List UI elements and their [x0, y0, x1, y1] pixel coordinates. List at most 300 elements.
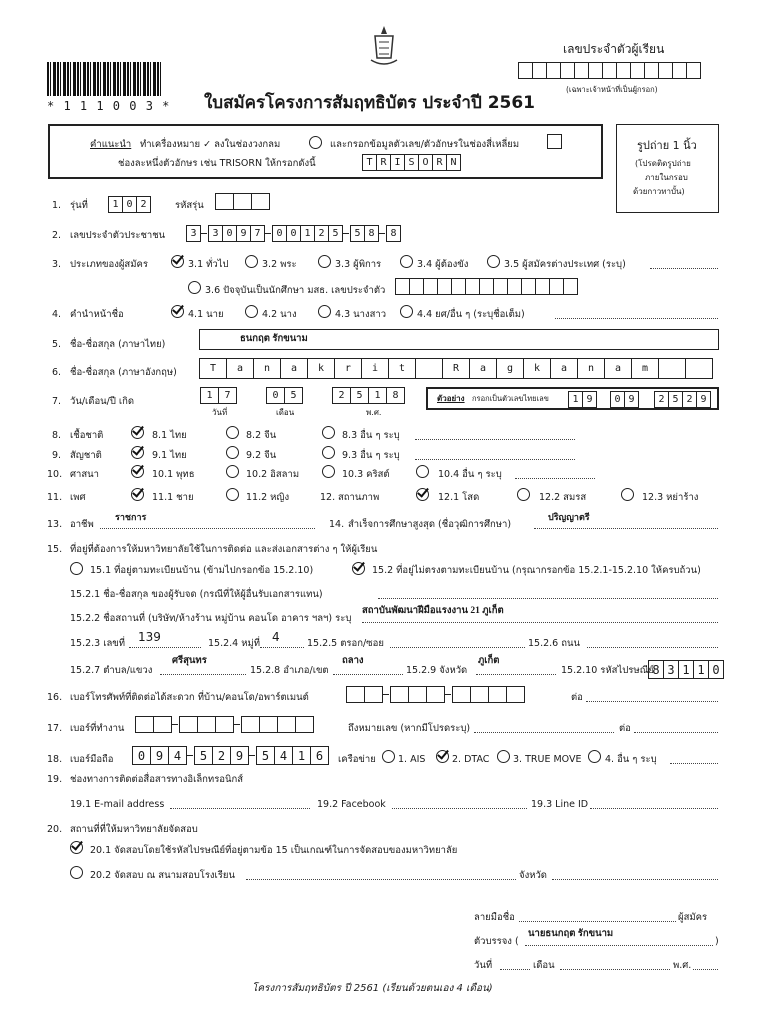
input-cell[interactable]	[479, 278, 494, 295]
q10-label: ศาสนา	[70, 469, 99, 480]
q7-day-label: วันที่	[212, 408, 228, 417]
input-cell[interactable]	[251, 193, 270, 210]
q6-number: 6.	[52, 367, 62, 378]
input-cell[interactable]: i	[361, 358, 389, 379]
input-cell[interactable]	[364, 686, 383, 703]
input-cell[interactable]: 0	[132, 746, 151, 765]
example-radio	[309, 136, 322, 149]
q11-opt1-radio[interactable]	[131, 488, 144, 501]
q9-opt3-line[interactable]	[415, 450, 575, 460]
q19-line-label: 19.3 Line ID	[531, 799, 589, 810]
q9-opt3-label: 9.3 อื่น ๆ ระบุ	[342, 450, 400, 461]
q18-opt2-label: 2. DTAC	[452, 754, 490, 765]
instructions-line2: ช่องละหนึ่งตัวอักษร เช่น TRISORN ให้กรอกดังนี้	[118, 158, 316, 169]
input-cell[interactable]	[658, 358, 686, 379]
q15-opt2-label: 15.2 ที่อยู่ไม่ตรงตามทะเบียนบ้าน (กรุณากรอกข้อ 15.2.1-15.2.10 ให้ครบถ้วน)	[372, 565, 701, 576]
q10-opt4-radio[interactable]	[416, 465, 429, 478]
cell-separator	[265, 233, 271, 234]
barcode	[47, 62, 163, 96]
input-cell[interactable]	[518, 62, 533, 79]
input-cell[interactable]: 8	[386, 225, 401, 242]
q3-opt4-label: 3.4 ผู้ต้องขัง	[417, 259, 469, 270]
input-cell[interactable]	[602, 62, 617, 79]
q15-opt2-radio[interactable]	[352, 562, 365, 575]
input-cell[interactable]	[546, 62, 561, 79]
input-cell: N	[446, 154, 461, 171]
input-cell[interactable]	[488, 686, 507, 703]
print-name-label: ตัวบรรจง (	[474, 936, 519, 947]
input-cell[interactable]: 0	[286, 225, 301, 242]
q20-province-label: จังหวัด	[519, 870, 547, 881]
q4-opt3-label: 4.3 นางสาว	[335, 309, 387, 320]
input-cell[interactable]	[616, 62, 631, 79]
q8-opt3-line[interactable]	[415, 430, 575, 440]
input-cell[interactable]: n	[577, 358, 605, 379]
q15-l2-value: สถาบันพัฒนาฝีมือแรงงาน 21 ภูเก็ต	[362, 606, 504, 616]
input-cell[interactable]: 1	[678, 660, 694, 679]
input-cell[interactable]: 1	[368, 387, 387, 404]
input-cell[interactable]: 9	[236, 225, 251, 242]
input-cell: S	[404, 154, 419, 171]
input-cell[interactable]: 1	[292, 746, 311, 765]
q17-cells[interactable]	[135, 716, 313, 733]
input-cell[interactable]: 5	[328, 225, 343, 242]
input-cell[interactable]: 8	[648, 660, 664, 679]
input-cell[interactable]: 0	[266, 387, 285, 404]
input-cell[interactable]: k	[307, 358, 335, 379]
cell-separator	[187, 755, 193, 756]
q18-opt2-radio[interactable]	[436, 750, 449, 763]
input-cell[interactable]: 5	[194, 746, 213, 765]
q8-opt3-radio[interactable]	[322, 426, 335, 439]
photo-note-3: ด้วยกาวทาบั้น)	[633, 187, 685, 196]
input-cell[interactable]: n	[253, 358, 281, 379]
q15-l3b-value: 4	[272, 630, 280, 644]
input-cell[interactable]	[452, 686, 471, 703]
q3-opt5-label: 3.5 ผู้สมัครต่างประเทศ (ระบุ)	[504, 259, 626, 270]
input-cell[interactable]: 8	[386, 387, 405, 404]
input-cell[interactable]	[197, 716, 216, 733]
instructions-box	[48, 124, 603, 179]
input-cell[interactable]	[535, 278, 550, 295]
q4-opt3-radio[interactable]	[318, 305, 331, 318]
input-cell[interactable]	[493, 278, 508, 295]
q18-opt3-radio[interactable]	[497, 750, 510, 763]
input-cell: 9	[624, 391, 639, 408]
input-cell[interactable]	[672, 62, 687, 79]
q3-opt2-radio[interactable]	[245, 255, 258, 268]
q15-opt1-radio[interactable]	[70, 562, 83, 575]
q9-opt2-radio[interactable]	[226, 446, 239, 459]
q9-opt1-radio[interactable]	[131, 446, 144, 459]
q18-network-label: เครือข่าย	[338, 754, 376, 765]
q15-number: 15.	[47, 544, 63, 555]
input-cell[interactable]: 3	[186, 225, 201, 242]
input-cell[interactable]	[408, 686, 427, 703]
q8-opt1-radio[interactable]	[131, 426, 144, 439]
input-cell[interactable]: k	[523, 358, 551, 379]
q4-opt4-line[interactable]	[555, 309, 718, 319]
input-cell[interactable]: 5	[350, 387, 369, 404]
q18-opt1-radio[interactable]	[382, 750, 395, 763]
input-cell[interactable]	[277, 716, 296, 733]
input-cell[interactable]: r	[334, 358, 362, 379]
q17-fax-label: ถึงหมายเลข (หากมีโปรดระบุ)	[348, 723, 471, 734]
input-cell: T	[362, 154, 377, 171]
q4-opt2-label: 4.2 นาง	[262, 309, 297, 320]
input-cell[interactable]: 4	[168, 746, 187, 765]
q7-example-year	[654, 391, 710, 408]
q5-number: 5.	[52, 339, 62, 350]
cell-separator	[445, 694, 451, 695]
q19-label: ช่องทางการติดต่อสื่อสารทางอิเล็กทรอนิกส์	[70, 774, 244, 785]
q3-number: 3.	[52, 259, 62, 270]
input-cell[interactable]: t	[388, 358, 416, 379]
input-cell[interactable]: 7	[218, 387, 237, 404]
input-cell[interactable]	[507, 278, 522, 295]
q20-opt1-label: 20.1 จัดสอบโดยใช้รหัสไปรษณีย์ที่อยู่ตามข้อ 15 เป็นเกณฑ์ในการจัดสอบของมหาวิทยาลัย	[90, 845, 458, 856]
q4-label: คำนำหน้าชื่อ	[70, 309, 124, 320]
input-cell[interactable]: T	[199, 358, 227, 379]
q13-label: อาชีพ	[70, 519, 94, 530]
student-id-note: (เฉพาะเจ้าหน้าที่เป็นผู้กรอก)	[566, 85, 658, 94]
input-cell[interactable]	[179, 716, 198, 733]
q9-opt3-radio[interactable]	[322, 446, 335, 459]
q12-opt1-radio[interactable]	[416, 488, 429, 501]
q2-number: 2.	[52, 230, 62, 241]
input-cell[interactable]	[532, 62, 547, 79]
input-cell[interactable]: 3	[663, 660, 679, 679]
q15-l3c-line[interactable]	[390, 638, 525, 648]
q1-code-cells[interactable]	[215, 193, 269, 210]
input-cell[interactable]	[588, 62, 603, 79]
q17-ext-line[interactable]	[634, 723, 718, 733]
q1-number: 1.	[52, 200, 62, 211]
q8-number: 8.	[52, 430, 62, 441]
q15-l3a-value: 139	[138, 630, 161, 644]
q15-l4c-line[interactable]	[476, 665, 556, 675]
input-cell[interactable]	[390, 686, 409, 703]
student-id-label: เลขประจำตัวผู้เรียน	[563, 42, 665, 56]
input-cell[interactable]	[415, 358, 443, 379]
q15-l4b-value: ถลาง	[342, 656, 364, 666]
input-cell[interactable]	[295, 716, 314, 733]
month-line[interactable]	[560, 960, 670, 970]
input-cell[interactable]: 1	[108, 196, 123, 213]
input-cell[interactable]	[685, 358, 713, 379]
q7-day-cells[interactable]	[200, 387, 236, 404]
input-cell[interactable]: 0	[222, 225, 237, 242]
q18-opt4-radio[interactable]	[588, 750, 601, 763]
q3-opt6-cells[interactable]	[395, 278, 577, 295]
cell-separator	[201, 233, 207, 234]
input-cell: 1	[568, 391, 583, 408]
q19-facebook-line[interactable]	[392, 799, 527, 809]
date-label: วันที่	[474, 960, 493, 971]
q20-number: 20.	[47, 824, 63, 835]
q10-opt4-line[interactable]	[515, 469, 595, 479]
q18-opt1-label: 1. AIS	[398, 754, 426, 765]
input-cell[interactable]	[346, 686, 365, 703]
input-cell[interactable]: a	[280, 358, 308, 379]
q4-opt1-label: 4.1 นาย	[188, 309, 224, 320]
input-cell[interactable]	[521, 278, 536, 295]
q19-number: 19.	[47, 774, 63, 785]
q8-opt2-radio[interactable]	[226, 426, 239, 439]
q14-number: 14.	[329, 519, 345, 530]
q15-l1-line[interactable]	[378, 589, 718, 599]
input-cell: R	[432, 154, 447, 171]
signature-label: ลายมือชื่อ	[474, 912, 515, 923]
q20-opt1-radio[interactable]	[70, 841, 83, 854]
q11-opt2-radio[interactable]	[226, 488, 239, 501]
q19-email-line[interactable]	[170, 799, 310, 809]
instructions-line1b: และกรอกข้อมูลตัวเลข/ตัวอักษรในช่องสี่เหลี่ยม	[330, 139, 520, 150]
q12-opt3-radio[interactable]	[621, 488, 634, 501]
q18-cells[interactable]	[132, 746, 328, 765]
input-cell[interactable]: 1	[300, 225, 315, 242]
q15-zip-cells[interactable]	[648, 660, 723, 679]
input-cell[interactable]: a	[550, 358, 578, 379]
q8-opt2-label: 8.2 จีน	[246, 430, 277, 441]
input-cell[interactable]: 1	[200, 387, 219, 404]
q15-label: ที่อยู่ที่ต้องการให้มหาวิทยาลัยใช้ในการติดต่อ และส่งเอกสารต่าง ๆ ให้ผู้เรียน	[70, 544, 378, 555]
q3-opt6-label: 3.6 ปัจจุบันเป็นนักศึกษา มสธ. เลขประจำตัว	[205, 285, 386, 296]
signature-line[interactable]	[519, 912, 676, 922]
q9-number: 9.	[52, 450, 62, 461]
q18-opt3-label: 3. TRUE MOVE	[513, 754, 582, 765]
q3-label: ประเภทของผู้สมัคร	[70, 259, 148, 270]
q10-opt1-radio[interactable]	[131, 465, 144, 478]
input-cell[interactable]	[437, 278, 452, 295]
input-cell[interactable]	[506, 686, 525, 703]
q7-month-cells[interactable]	[266, 387, 302, 404]
q14-label: สำเร็จการศึกษาสูงสุด (ชื่อวุฒิการศึกษา)	[348, 519, 512, 530]
q6-label: ชื่อ-ชื่อสกุล (ภาษาอังกฤษ)	[70, 367, 177, 378]
input-cell[interactable]: 2	[136, 196, 151, 213]
input-cell[interactable]	[423, 278, 438, 295]
q20-opt2-radio[interactable]	[70, 866, 83, 879]
q18-number: 18.	[47, 754, 63, 765]
input-cell[interactable]: 5	[256, 746, 275, 765]
input-cell[interactable]: 9	[230, 746, 249, 765]
q18-label: เบอร์มือถือ	[70, 754, 114, 765]
q7-month-label: เดือน	[276, 408, 295, 417]
q1-label: รุ่นที่	[70, 200, 88, 211]
q9-label: สัญชาติ	[70, 450, 102, 461]
q3-opt1-label: 3.1 ทั่วไป	[188, 259, 229, 270]
q10-number: 10.	[47, 469, 63, 480]
date-line[interactable]	[500, 960, 530, 970]
cell-separator	[343, 233, 349, 234]
input-cell[interactable]: 0	[272, 225, 287, 242]
q7-year-cells[interactable]	[332, 387, 404, 404]
input-cell[interactable]: a	[604, 358, 632, 379]
input-cell[interactable]: a	[469, 358, 497, 379]
q20-province-line[interactable]	[552, 870, 718, 880]
input-cell: 5	[668, 391, 683, 408]
q13-value: ราชการ	[115, 512, 147, 522]
input-cell: 2	[682, 391, 697, 408]
q15-l4d-label: 15.2.10 รหัสไปรษณีย์	[561, 665, 654, 676]
q12-opt2-radio[interactable]	[517, 488, 530, 501]
input-cell[interactable]	[658, 62, 673, 79]
q3-opt5-line[interactable]	[650, 259, 718, 269]
q2-cells[interactable]	[186, 225, 400, 242]
input-cell[interactable]: 4	[274, 746, 293, 765]
input-cell: 0	[610, 391, 625, 408]
q10-opt3-radio[interactable]	[322, 465, 335, 478]
input-cell[interactable]: 8	[364, 225, 379, 242]
q7-label: วัน/เดือน/ปี เกิด	[70, 396, 135, 407]
input-cell[interactable]: 2	[314, 225, 329, 242]
q12-number: 12.	[320, 492, 336, 503]
q18-opt4-line[interactable]	[670, 754, 718, 764]
input-cell[interactable]: 3	[208, 225, 223, 242]
q19-email-label: 19.1 E-mail address	[70, 799, 165, 810]
input-cell[interactable]: 5	[350, 225, 365, 242]
year-line[interactable]	[693, 960, 718, 970]
input-cell[interactable]	[395, 278, 410, 295]
input-cell[interactable]: m	[631, 358, 659, 379]
q11-opt1-label: 11.1 ชาย	[152, 492, 194, 503]
input-cell[interactable]: 5	[284, 387, 303, 404]
q15-l4a-line[interactable]	[160, 665, 246, 675]
q3-opt1-radio[interactable]	[171, 255, 184, 268]
input-cell[interactable]	[563, 278, 578, 295]
input-cell: I	[390, 154, 405, 171]
photo-box	[616, 124, 719, 213]
q2-label: เลขประจำตัวประชาชน	[70, 230, 166, 241]
input-cell[interactable]: 0	[122, 196, 137, 213]
q8-opt3-label: 8.3 อื่น ๆ ระบุ	[342, 430, 400, 441]
input-cell[interactable]	[451, 278, 466, 295]
input-cell[interactable]: a	[226, 358, 254, 379]
q16-cells[interactable]	[346, 686, 524, 703]
input-cell[interactable]: 1	[693, 660, 709, 679]
input-cell[interactable]: 7	[250, 225, 265, 242]
input-cell: 9	[582, 391, 597, 408]
input-cell: 2	[654, 391, 669, 408]
input-cell[interactable]: 9	[150, 746, 169, 765]
q15-l3a-label: 15.2.3 เลขที่	[70, 638, 126, 649]
student-id-cells[interactable]	[518, 62, 700, 79]
input-cell[interactable]: 2	[212, 746, 231, 765]
input-cell[interactable]	[215, 716, 234, 733]
q7-number: 7.	[52, 396, 62, 407]
input-cell[interactable]	[549, 278, 564, 295]
q20-label: สถานที่ที่ให้มหาวิทยาลัยจัดสอบ	[70, 824, 198, 835]
q17-fax-line[interactable]	[474, 723, 614, 733]
input-cell[interactable]	[259, 716, 278, 733]
input-cell[interactable]	[686, 62, 701, 79]
input-cell[interactable]	[409, 278, 424, 295]
q10-opt2-label: 10.2 อิสลาม	[246, 469, 300, 480]
input-cell[interactable]	[241, 716, 260, 733]
cell-separator	[172, 724, 178, 725]
input-cell[interactable]	[153, 716, 172, 733]
q16-number: 16.	[47, 692, 63, 703]
q15-l1-label: 15.2.1 ชื่อ-ชื่อสกุล ของผู้รับจด (กรณีที่ให้ผู้อื่นรับเอกสารแทน)	[70, 589, 323, 600]
signature-applicant-label: ผู้สมัคร	[678, 912, 708, 923]
q20-opt2-label: 20.2 จัดสอบ ณ สนามสอบโรงเรียน	[90, 870, 235, 881]
q4-opt4-radio[interactable]	[400, 305, 413, 318]
q12-opt3-label: 12.3 หย่าร้าง	[642, 492, 699, 503]
q1-code-label: รหัสรุ่น	[175, 200, 204, 211]
q15-l3c-label: 15.2.5 ตรอก/ซอย	[307, 638, 384, 649]
input-cell[interactable]: 6	[310, 746, 329, 765]
input-cell[interactable]: 2	[332, 387, 351, 404]
q9-opt1-label: 9.1 ไทย	[152, 450, 187, 461]
q10-opt2-radio[interactable]	[226, 465, 239, 478]
example-square	[547, 134, 562, 149]
q15-l2-label: 15.2.2 ชื่อสถานที่ (บริษัท/ห้างร้าน หมู่บ้าน คอนโด อาคาร ฯลฯ) ระบุ	[70, 613, 352, 624]
input-cell[interactable]	[574, 62, 589, 79]
q15-l4b-line[interactable]	[333, 665, 403, 675]
photo-title: รูปถ่าย 1 นิ้ว	[637, 139, 697, 152]
q4-opt2-radio[interactable]	[245, 305, 258, 318]
q7-example-text: กรอกเป็นตัวเลขไทยเลข	[472, 394, 549, 403]
q1-cells[interactable]	[108, 196, 150, 213]
q16-ext-line[interactable]	[586, 692, 718, 702]
month-label: เดือน	[533, 960, 555, 971]
instructions-line1: ทำเครื่องหมาย ✓ ลงในช่องวงกลม	[140, 139, 281, 150]
q15-l4a-label: 15.2.7 ตำบล/แขวง	[70, 665, 153, 676]
q3-opt5-radio[interactable]	[487, 255, 500, 268]
q19-line-line[interactable]	[590, 799, 718, 809]
q17-ext-label: ต่อ	[619, 723, 631, 734]
q15-l4b-label: 15.2.8 อำเภอ/เขต	[250, 665, 329, 676]
q3-opt6-radio[interactable]	[188, 281, 201, 294]
q6-cells[interactable]	[199, 358, 712, 379]
q15-l3d-line[interactable]	[587, 638, 718, 648]
q15-l3b-line[interactable]	[260, 638, 304, 648]
input-cell[interactable]	[233, 193, 252, 210]
input-cell[interactable]: R	[442, 358, 470, 379]
cell-separator	[234, 724, 240, 725]
barcode-text: * 1 1 1 0 0 3 *	[47, 99, 171, 113]
q18-opt4-label: 4. อื่น ๆ ระบุ	[605, 754, 657, 765]
q11-label: เพศ	[70, 492, 86, 503]
q7-year-label: พ.ศ.	[366, 408, 382, 417]
input-cell[interactable]	[630, 62, 645, 79]
input-cell[interactable]	[135, 716, 154, 733]
q10-opt3-label: 10.3 คริสต์	[342, 469, 390, 480]
input-cell[interactable]	[215, 193, 234, 210]
q8-opt1-label: 8.1 ไทย	[152, 430, 187, 441]
q10-opt4-label: 10.4 อื่น ๆ ระบุ	[438, 469, 502, 480]
q4-number: 4.	[52, 309, 62, 320]
input-cell[interactable]	[426, 686, 445, 703]
input-cell[interactable]	[470, 686, 489, 703]
input-cell[interactable]: g	[496, 358, 524, 379]
q3-opt3-radio[interactable]	[318, 255, 331, 268]
input-cell[interactable]	[644, 62, 659, 79]
q8-label: เชื้อชาติ	[70, 430, 104, 441]
q15-opt1-label: 15.1 ที่อยู่ตามทะเบียนบ้าน (ข้ามไปกรอกข้อ 15.2.10)	[90, 565, 314, 576]
photo-note-1: (โปรดติดรูปถ่าย	[635, 159, 691, 168]
q3-opt4-radio[interactable]	[400, 255, 413, 268]
q4-opt1-radio[interactable]	[171, 305, 184, 318]
q4-opt4-label: 4.4 ยศ/อื่น ๆ (ระบุชื่อเต็ม)	[417, 309, 525, 320]
input-cell[interactable]	[560, 62, 575, 79]
input-cell: O	[418, 154, 433, 171]
q20-school-line[interactable]	[246, 870, 516, 880]
q12-opt2-label: 12.2 สมรส	[539, 492, 587, 503]
input-cell: 9	[696, 391, 711, 408]
input-cell[interactable]: 0	[708, 660, 724, 679]
input-cell[interactable]	[465, 278, 480, 295]
